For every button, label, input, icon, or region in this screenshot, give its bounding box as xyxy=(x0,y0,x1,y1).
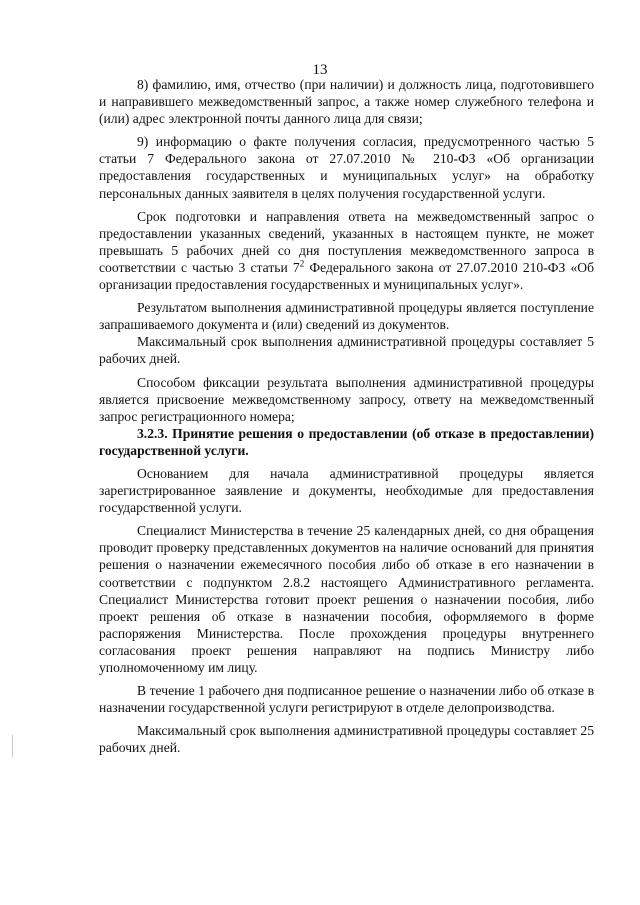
paragraph-fixation: Способом фиксации результата выполнения административной процедуры является присвоение межведомственному запросу, ответу на межведомственный запрос регистрационного номера; xyxy=(99,374,594,424)
paragraph-max-term-25: Максимальный срок выполнения административной процедуры составляет 25 рабочих дней. xyxy=(99,723,594,756)
section-heading-3-2-3: 3.2.3. Принятие решения о предоставлении (об отказе в предоставлении) государственной услуги. xyxy=(99,425,594,458)
paragraph-item-8: 8) фамилию, имя, отчество (при наличии) и должность лица, подготовившего и направившего межведомственный запрос, а также номер служебного телефона и (или) адрес электронной почты данного лица для связи; xyxy=(99,77,594,127)
paragraph-max-term: Максимальный срок выполнения административной процедуры составляет 5 рабочих дней. xyxy=(99,334,594,367)
paragraph-deadline-text-end: Федерального закона от 27.07.2010 210-ФЗ «Об организации предоставления государственных и муниципальных услуг». xyxy=(99,259,594,293)
paragraph-basis: Основанием для начала административной процедуры является зарегистрированное заявление и документы, необходимые для предоставления государственной услуги. xyxy=(99,465,594,516)
paragraph-result: Результатом выполнения административной процедуры является поступление запрашиваемого документа и (или) сведений из документов. xyxy=(99,300,594,333)
paragraph-deadline-text: Срок подготовки и направления ответа на межведомственный запрос о предоставлении указанных сведений, указанных в настоящем пункте, не может превышать 5 рабочих дней со дня поступления межведомственного запроса в соответствии с частью 3 статьи 7 xyxy=(99,208,594,275)
paragraph-registration: В течение 1 рабочего дня подписанное решение о назначении либо об отказе в назначении государственной услуги регистрируют в отделе делопроизводства. xyxy=(99,683,594,716)
paragraph-deadline xyxy=(99,208,594,293)
superscript-mark: 2 xyxy=(299,258,305,269)
page-number: 13 xyxy=(312,62,328,78)
margin-mark xyxy=(12,735,13,757)
document-body xyxy=(99,76,594,762)
paragraph-specialist: Специалист Министерства в течение 25 календарных дней, со дня обращения проводит проверку представленных документов на наличие оснований для принятия решения о назначении ежемесячного пособия либо об отказе в его назначении в соответствии с подпунктом 2.8.2 настоящего Административного регламента. Специалист Министерства готовит проект решения о назначении пособия, либо проект решения об отказе в назначении пособия, оформляемого в форме распоряжения Министерства. После прохождения процедуры внутреннего согласования проект решения направляют на подпись Министру либо уполномоченному им лицу. xyxy=(99,523,594,675)
paragraph-item-9: 9) информацию о факте получения согласия, предусмотренного частью 5 статьи 7 Федерального закона от 27.07.2010 № 210-ФЗ «Об организации предоставления государственных и муниципальных услуг» на обработку персональных данных заявителя в целях получения государственной услуги. xyxy=(99,134,594,201)
